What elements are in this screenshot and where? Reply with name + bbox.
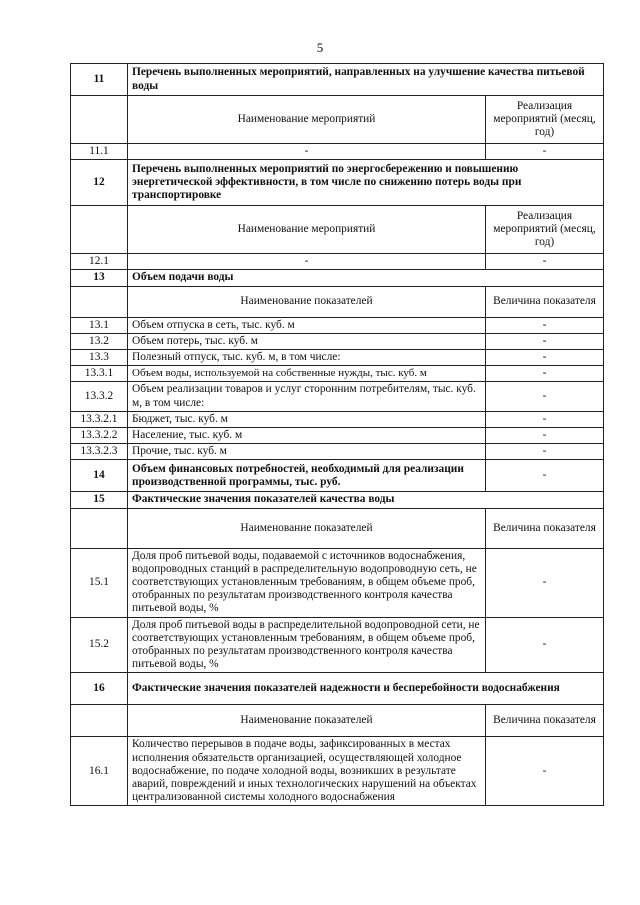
row-value: - [486,317,604,333]
table-row [71,144,604,160]
table-row [71,350,604,366]
column-header-value: Величина показателя [486,508,604,548]
section-title: Фактические значения показателей качества воды [128,492,604,508]
row-value: - [486,254,604,270]
column-header-row [71,96,604,144]
row-number: 13.3.1 [71,366,128,382]
row-name: Бюджет, тыс. куб. м [128,411,486,427]
row-number: 11.1 [71,144,128,160]
section-number: 16 [71,673,128,705]
row-value: - [486,366,604,382]
section-title: Фактические значения показателей надежности и бесперебойности водоснабжения [128,673,604,705]
table-row [71,444,604,460]
table-row [71,366,604,382]
section-header-16 [71,673,604,705]
page-number: 5 [316,40,324,55]
row-number: 13.3.2.2 [71,428,128,444]
row-number: 13.1 [71,317,128,333]
row-number: 15.1 [71,548,128,617]
row-value: - [486,460,604,492]
section-header-13 [71,270,604,286]
row-number: 13.3 [71,350,128,366]
column-header-value: Величина показателя [486,286,604,317]
row-name: Объем реализации товаров и услуг сторонним потребителям, тыс. куб. м, в том числе: [128,382,486,411]
table-row [71,254,604,270]
column-header-value: Реализация мероприятий (месяц, год) [486,206,604,254]
column-header-name: Наименование показателей [128,705,486,737]
section-title: Перечень выполненных мероприятий по энергосбережению и повышению энергетической эффективности, в том числе по снижению потерь воды при транспортировке [128,160,604,206]
empty-cell [71,96,128,144]
table-row [71,317,604,333]
section-number: 11 [71,64,128,96]
row-value: - [486,548,604,617]
section-title: Объем подачи воды [128,270,604,286]
row-name: Объем потерь, тыс. куб. м [128,333,486,349]
column-header-row [71,206,604,254]
row-name: Доля проб питьевой воды, подаваемой с источников водоснабжения, водопроводных станций в распределительную водопроводную сеть, не соответствующих установленным требованиям, в общем объеме проб, отобранных по результатам производственного контроля качества питьевой воды, % [128,548,486,617]
column-header-name: Наименование мероприятий [128,96,486,144]
column-header-name: Наименование показателей [128,286,486,317]
row-value: - [486,737,604,806]
row-number: 13.3.2 [71,382,128,411]
column-header-row [71,286,604,317]
empty-cell [71,508,128,548]
column-header-name: Наименование показателей [128,508,486,548]
production-program-table [70,63,604,806]
row-value: - [486,617,604,673]
section-number: 15 [71,492,128,508]
section-header-15 [71,492,604,508]
row-name: Население, тыс. куб. м [128,428,486,444]
row-name: - [128,254,486,270]
row-value: - [486,350,604,366]
section-header-11 [71,64,604,96]
section-number: 14 [71,460,128,492]
row-value: - [486,444,604,460]
column-header-row [71,508,604,548]
empty-cell [71,705,128,737]
column-header-name: Наименование мероприятий [128,206,486,254]
section-header-12 [71,160,604,206]
row-number: 12.1 [71,254,128,270]
row-value: - [486,428,604,444]
row-number: 16.1 [71,737,128,806]
row-number: 15.2 [71,617,128,673]
row-value: - [486,333,604,349]
table-row [71,737,604,806]
table-row [71,617,604,673]
section-title: Перечень выполненных мероприятий, направленных на улучшение качества питьевой воды [128,64,604,96]
row-name: Полезный отпуск, тыс. куб. м, в том числе: [128,350,486,366]
table-row [71,333,604,349]
section-number: 13 [71,270,128,286]
column-header-row [71,705,604,737]
row-value: - [486,144,604,160]
table-row [71,428,604,444]
row-name: Объем воды, используемой на собственные нужды, тыс. куб. м [128,366,486,382]
empty-cell [71,206,128,254]
column-header-value: Величина показателя [486,705,604,737]
table-row [71,548,604,617]
section-header-14 [71,460,604,492]
row-value: - [486,411,604,427]
table-row [71,382,604,411]
row-name: Количество перерывов в подаче воды, зафиксированных в местах исполнения обязательств организацией, осуществляющей холодное водоснабжение, по подаче холодной воды, возникших в результате аварий, повреждений и иных технологических нарушений на объектах централизованной системы холодного водоснабжения [128,737,486,806]
row-name: Объем отпуска в сеть, тыс. куб. м [128,317,486,333]
row-value: - [486,382,604,411]
row-name: Доля проб питьевой воды в распределительной водопроводной сети, не соответствующих установленным требованиям, в общем объеме проб, отобранных по результатам производственного контроля качества питьевой воды, % [128,617,486,673]
row-name: Прочие, тыс. куб. м [128,444,486,460]
table-row [71,411,604,427]
row-number: 13.2 [71,333,128,349]
section-title: Объем финансовых потребностей, необходимый для реализации производственной программы, тыс. руб. [128,460,486,492]
row-number: 13.3.2.3 [71,444,128,460]
row-name: - [128,144,486,160]
row-number: 13.3.2.1 [71,411,128,427]
empty-cell [71,286,128,317]
column-header-value: Реализация мероприятий (месяц, год) [486,96,604,144]
section-number: 12 [71,160,128,206]
